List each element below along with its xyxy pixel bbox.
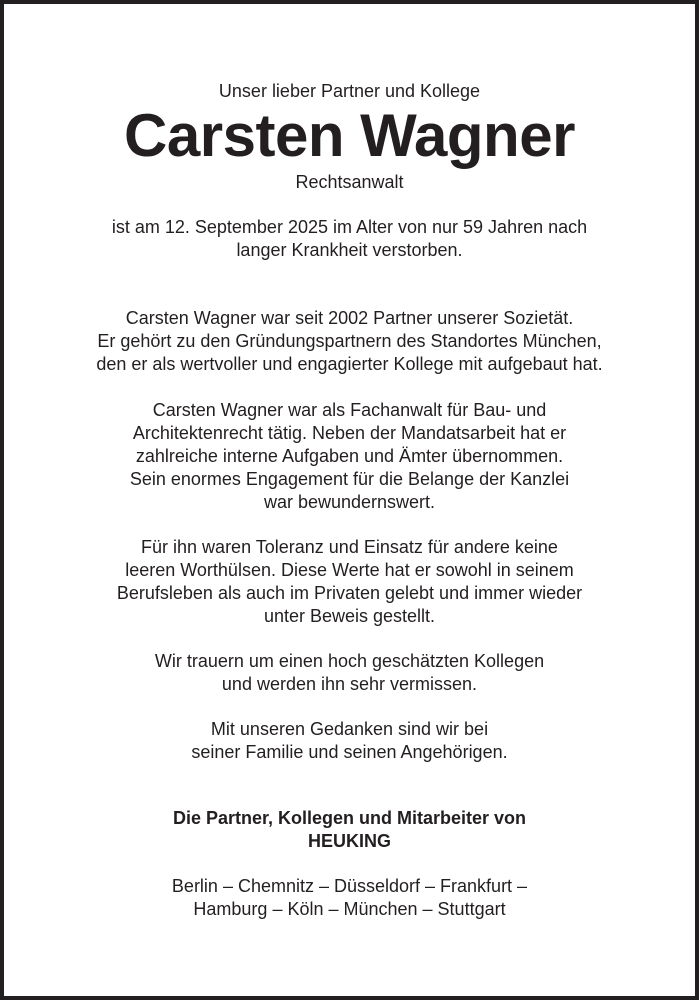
text-line: langer Krankheit verstorben. [236, 240, 463, 260]
firm-name: HEUKING [307, 831, 391, 851]
text-line: Mit unseren Gedanken sind wir bei [210, 719, 489, 739]
signature-line: Die Partner, Kollegen und Mitarbeiter von [172, 808, 527, 828]
text-line: Berufsleben als auch im Privaten gelebt und immer wieder [116, 583, 583, 603]
intro-line [4, 80, 695, 103]
profession-text: Rechtsanwalt [295, 172, 404, 192]
paragraph-2 [4, 399, 695, 514]
text-line: zahlreiche interne Aufgaben und Ämter übernommen. [135, 446, 564, 466]
text-line: leeren Worthülsen. Diese Werte hat er sowohl in seinem [125, 560, 574, 580]
text-line: den er als wertvoller und engagierter Kollege mit aufgebaut hat. [96, 354, 603, 374]
paragraph-1 [4, 307, 695, 376]
text-line: Berlin – Chemnitz – Düsseldorf – Frankfurt – [171, 876, 528, 896]
text-line: Architektenrecht tätig. Neben der Mandatsarbeit hat er [132, 423, 567, 443]
text-line: ist am 12. September 2025 im Alter von nur 59 Jahren nach [111, 217, 588, 237]
text-line: Carsten Wagner war als Fachanwalt für Bau- und [152, 400, 547, 420]
text-line: war bewundernswert. [263, 492, 436, 512]
text-line: Für ihn waren Toleranz und Einsatz für andere keine [141, 537, 558, 557]
paragraph-3 [4, 536, 695, 628]
name-text: Carsten Wagner [124, 102, 575, 169]
deceased-name [4, 101, 695, 171]
profession [4, 171, 695, 194]
text-line: seiner Familie und seinen Angehörigen. [191, 742, 508, 762]
text-line: und werden ihn sehr vermissen. [221, 674, 478, 694]
intro-text: Unser lieber Partner und Kollege [218, 81, 481, 101]
text-line: Sein enormes Engagement für die Belange der Kanzlei [129, 469, 570, 489]
text-line: Carsten Wagner war seit 2002 Partner unserer Sozietät. [125, 308, 574, 328]
text-line: Hamburg – Köln – München – Stuttgart [193, 899, 506, 919]
text-line: unter Beweis gestellt. [263, 606, 436, 626]
text-line: Wir trauern um einen hoch geschätzten Kollegen [154, 651, 545, 671]
announcement [4, 216, 695, 262]
paragraph-5 [4, 718, 695, 764]
paragraph-4 [4, 650, 695, 696]
signature [4, 807, 695, 853]
text-line: Er gehört zu den Gründungspartnern des Standortes München, [97, 331, 602, 351]
locations [4, 875, 695, 921]
